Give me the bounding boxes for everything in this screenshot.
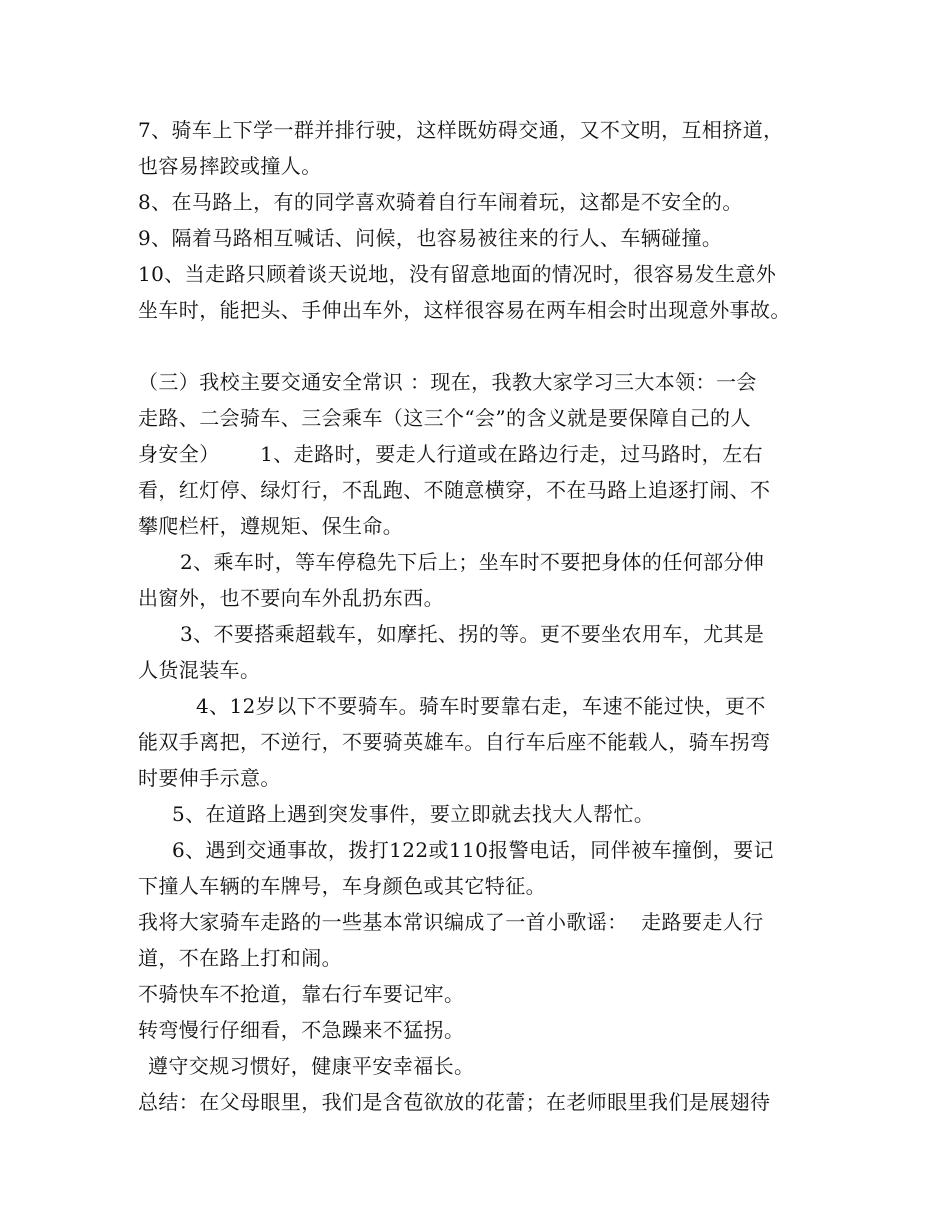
text-line: 能双手离把，不逆行，不要骑英雄车。自行车后座不能载人，骑车拐弯 — [138, 730, 771, 754]
text-line: 下撞人车辆的车牌号，车身颜色或其它特征。 — [138, 874, 546, 898]
text-line: 身安全） 1、走路时，要走人行道或在路边行走，过马路时，左右 — [138, 442, 763, 466]
text-line: 遵守交规习惯好，健康平安幸福长。 — [148, 1054, 475, 1078]
text-line: 10、当走路只顾着谈天说地，没有留意地面的情况时，很容易发生意外 — [138, 262, 777, 286]
text-line: 我将大家骑车走路的一些基本常识编成了一首小歌谣： 走路要走人行 — [138, 910, 764, 934]
text-line: 人货混装车。 — [138, 658, 261, 682]
text-line: 出窗外，也不要向车外乱扔东西。 — [138, 586, 444, 610]
text-line: 坐车时，能把头、手伸出车外，这样很容易在两车相会时出现意外事故。 — [138, 298, 791, 322]
text-line: 3、不要搭乘超载车，如摩托、拐的等。更不要坐农用车，尤其是 — [180, 622, 765, 646]
text-line: 4、12岁以下不要骑车。骑车时要靠右走，车速不能过快，更不 — [196, 694, 766, 718]
text-line: 道，不在路上打和闹。 — [138, 946, 342, 970]
text-line: 转弯慢行仔细看，不急躁来不猛拐。 — [138, 1018, 465, 1042]
text-line: 也容易摔跤或撞人。 — [138, 154, 322, 178]
text-line: 走路、二会骑车、三会乘车（这三个“会”的含义就是要保障自己的人 — [138, 406, 751, 430]
text-line: 看，红灯停、绿灯行，不乱跑、不随意横穿，不在马路上追逐打闹、不 — [138, 478, 771, 502]
text-line: 8、在马路上，有的同学喜欢骑着自行车闹着玩，这都是不安全的。 — [138, 190, 743, 214]
text-line: 总结：在父母眼里，我们是含苞欲放的花蕾；在老师眼里我们是展翅待 — [138, 1090, 771, 1114]
text-line: 5、在道路上遇到突发事件，要立即就去找大人帮忙。 — [172, 802, 655, 826]
text-line: 9、隔着马路相互喊话、问候，也容易被往来的行人、车辆碰撞。 — [138, 226, 723, 250]
text-line: 时要伸手示意。 — [138, 766, 281, 790]
text-line: 攀爬栏杆，遵规矩、保生命。 — [138, 514, 404, 538]
text-line: 2、乘车时，等车停稳先下后上；坐车时不要把身体的任何部分伸 — [180, 550, 765, 574]
text-line: 6、遇到交通事故，拨打122或110报警电话，同伴被车撞倒，要记 — [172, 838, 774, 862]
section-heading-line: （三）我校主要交通安全常识 ：现在，我教大家学习三大本领：一会 — [138, 370, 757, 394]
text-line: 不骑快车不抢道，靠右行车要记牢。 — [138, 982, 465, 1006]
text-line: 7、骑车上下学一群并排行驶，这样既妨碍交通，又不文明，互相挤道， — [138, 118, 784, 142]
